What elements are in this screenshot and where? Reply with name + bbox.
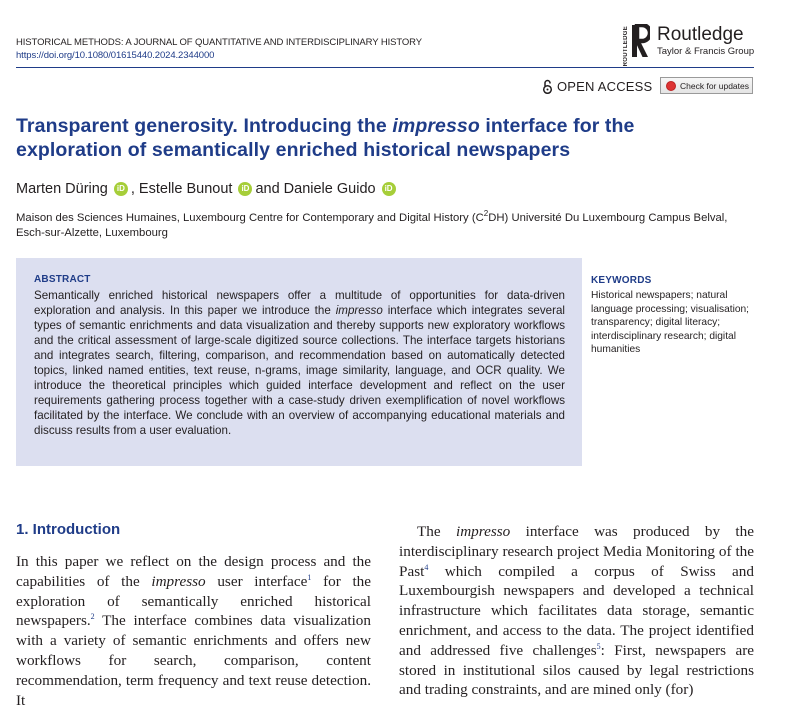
keywords-text: Historical newspapers; natural language processing; visualisation; transparency; digital literacy; interdisciplinary research; digital humanities bbox=[591, 290, 750, 355]
title-text: Transparent generosity. Introducing the bbox=[16, 115, 393, 137]
abstract-label: ABSTRACT bbox=[34, 274, 91, 285]
author-guido[interactable]: and Daniele Guido bbox=[255, 181, 376, 197]
body-text: which compiled a corpus of Swiss and Luxembourgish newspapers and developed a technical infrastructure which facilitates data storage, semantic enrichment, and access to the data. The project identified and addressed five challenges bbox=[399, 562, 754, 659]
author-bunout[interactable]: , Estelle Bunout bbox=[130, 181, 233, 197]
orcid-icon[interactable]: iD bbox=[382, 182, 396, 196]
body-text: The interface combines data visualization with a variety of semantic enrichments and offers new workflows for search, comparison, content recommendation, term frequency and text reuse detection. It bbox=[16, 612, 371, 709]
abstract-p1: Semantically enriched historical newspapers offer a multitude of opportunities for data-driven exploration and analysis. In this paper we introduce the bbox=[34, 289, 565, 317]
body-text: interface was produced by the interdisciplinary research project Media Monitoring of the Past bbox=[399, 523, 754, 580]
body-text: In this paper we reflect on the design process and the capabilities of the bbox=[16, 553, 371, 590]
body-text: user interface bbox=[205, 572, 308, 590]
body-italic: impresso bbox=[455, 523, 511, 540]
body-column-left bbox=[16, 552, 371, 710]
affiliation-text: Maison des Sciences Humaines, Luxembourg Centre for Contemporary and Digital History (C bbox=[16, 212, 484, 224]
orcid-icon[interactable]: iD bbox=[114, 182, 128, 196]
publisher-name: Routledge bbox=[657, 24, 744, 45]
journal-name: HISTORICAL METHODS: A JOURNAL OF QUANTITATIVE AND INTERDISCIPLINARY HISTORY bbox=[16, 37, 423, 48]
footnote-ref[interactable]: 4 bbox=[424, 562, 429, 572]
open-lock-icon bbox=[542, 79, 553, 94]
check-for-updates-label: Check for updates bbox=[680, 80, 749, 91]
body-italic: impresso bbox=[151, 572, 206, 590]
open-access-badge bbox=[542, 79, 652, 94]
affiliation-text-end: DH) Université Du Luxembourg Campus Belval, Esch-sur-Alzette, Luxembourg bbox=[16, 212, 728, 239]
title-text-end: interface for the exploration of semantically enriched historical newspapers bbox=[16, 115, 635, 161]
authors-line bbox=[16, 181, 399, 197]
footnote-ref[interactable]: 1 bbox=[307, 572, 312, 582]
keywords-label: KEYWORDS bbox=[591, 275, 652, 286]
article-title bbox=[16, 114, 736, 162]
footnote-ref[interactable]: 5 bbox=[596, 641, 601, 651]
orcid-icon[interactable]: iD bbox=[238, 182, 252, 196]
author-during[interactable]: Marten Düring bbox=[16, 181, 108, 197]
body-text: for the exploration of semantically enriched historical newspapers. bbox=[16, 572, 371, 630]
check-for-updates-button[interactable] bbox=[660, 77, 753, 94]
affiliation bbox=[16, 211, 756, 241]
abstract-text bbox=[34, 288, 565, 438]
abstract-italic: impresso bbox=[335, 304, 383, 317]
section-heading-introduction: 1. Introduction bbox=[16, 521, 121, 538]
publisher-vertical-text: ROUTLEDGE bbox=[623, 26, 629, 67]
header-divider bbox=[16, 67, 754, 68]
publisher-logo bbox=[623, 24, 764, 67]
body-text: : First, newspapers are stored in institutional silos caused by legal restrictions and trading constraints, and are mined only (for) bbox=[399, 641, 754, 699]
abstract-box bbox=[16, 258, 582, 466]
crossmark-icon bbox=[666, 81, 676, 91]
body-column-right bbox=[399, 522, 754, 700]
body-text: The bbox=[417, 523, 456, 540]
publisher-group: Taylor & Francis Group bbox=[657, 46, 755, 57]
footnote-ref[interactable]: 2 bbox=[90, 612, 95, 622]
abstract-p2: interface which integrates several types of semantic enrichments and data visualization and thereby supports new exploratory workflows and the critical assessment of large-scale digitized source collections. The interface targets historians and integrates search, filtering, comparison, and recommendation based on automatically detected topics, linked named entities, text reuse, n-grams, image similarity, language, and OCR quality. We introduce the theoretical principles which guided interface development and reflect on the user requirements gathering process together with a case-study driven exemplification of novel workflows facilitated by the interface. We conclude with an overview of accompanying educational materials and discuss results from a user evaluation. bbox=[34, 304, 565, 437]
doi-link[interactable]: https://doi.org/10.1080/01615440.2024.2344000 bbox=[16, 50, 215, 61]
title-italic: impresso bbox=[392, 115, 480, 137]
journal-header bbox=[16, 36, 422, 62]
affiliation-sup: 2 bbox=[483, 209, 489, 219]
open-access-label: OPEN ACCESS bbox=[557, 79, 653, 94]
